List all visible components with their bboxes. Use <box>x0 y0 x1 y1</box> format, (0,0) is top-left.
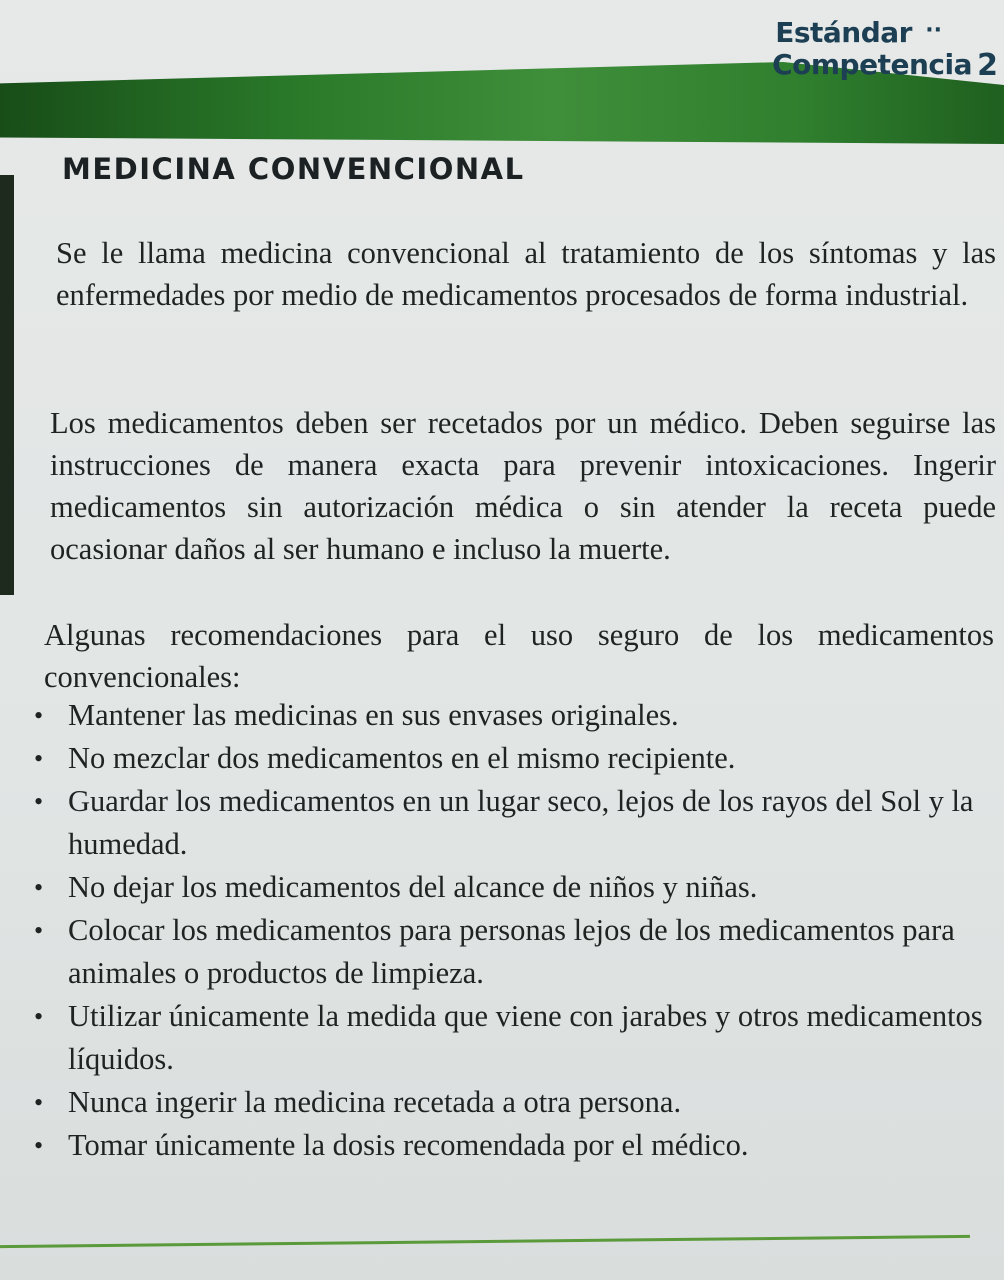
recommendations-intro: Algunas recomendaciones para el uso seguro de los medicamentos convencionales: <box>44 618 994 694</box>
left-margin-bar <box>0 175 14 595</box>
estandar-label: Estándar <box>775 16 912 49</box>
bullet-icon: • <box>34 873 44 902</box>
bullet-icon: • <box>34 1088 44 1117</box>
bottom-rule <box>0 1235 970 1248</box>
list-item <box>30 694 990 737</box>
list-item-text: Utilizar únicamente la medida que viene con jarabes y otros medicamentos líquidos. <box>68 999 983 1076</box>
list-item-text: Nunca ingerir la medicina recetada a otra persona. <box>68 1085 682 1119</box>
bullet-icon: • <box>34 787 44 816</box>
list-item-text: Mantener las medicinas en sus envases originales. <box>68 698 679 732</box>
list-item <box>30 866 990 909</box>
list-item <box>30 780 990 866</box>
list-item-text: Tomar únicamente la dosis recomendada por el médico. <box>68 1128 749 1162</box>
bullet-icon: • <box>34 1131 44 1160</box>
list-item <box>30 1124 990 1167</box>
bullet-icon: • <box>34 744 44 773</box>
list-item-text: No dejar los medicamentos del alcance de niños y niñas. <box>68 870 758 904</box>
list-item-text: Guardar los medicamentos en un lugar seco, lejos de los rayos del Sol y la humedad. <box>68 784 974 861</box>
competencia-number: 2 <box>977 48 998 83</box>
list-item <box>30 1081 990 1124</box>
list-item <box>30 995 990 1081</box>
bullet-icon: • <box>34 701 44 730</box>
estandar-dots: ·· <box>925 18 942 43</box>
recommendations-list <box>30 694 990 1167</box>
prescription-paragraph: Los medicamentos deben ser recetados por un médico. Deben seguirse las instrucciones de manera exacta para prevenir intoxicaciones. Ingerir medicamentos sin autorización médica o sin atender la receta puede ocasionar daños al ser humano e incluso la muerte. <box>50 406 996 566</box>
list-item <box>30 737 990 780</box>
intro-paragraph: Se le llama medicina convencional al tratamiento de los síntomas y las enfermedades por medio de medicamentos procesados de forma industrial. <box>56 236 996 312</box>
bullet-icon: • <box>34 916 44 945</box>
list-item <box>30 909 990 995</box>
list-item-text: Colocar los medicamentos para personas lejos de los medicamentos para animales o productos de limpieza. <box>68 913 955 990</box>
bullet-icon: • <box>34 1002 44 1031</box>
list-item-text: No mezclar dos medicamentos en el mismo recipiente. <box>68 741 736 775</box>
page-title: MEDICINA CONVENCIONAL <box>62 152 525 186</box>
competencia-label: Competencia <box>772 48 972 81</box>
